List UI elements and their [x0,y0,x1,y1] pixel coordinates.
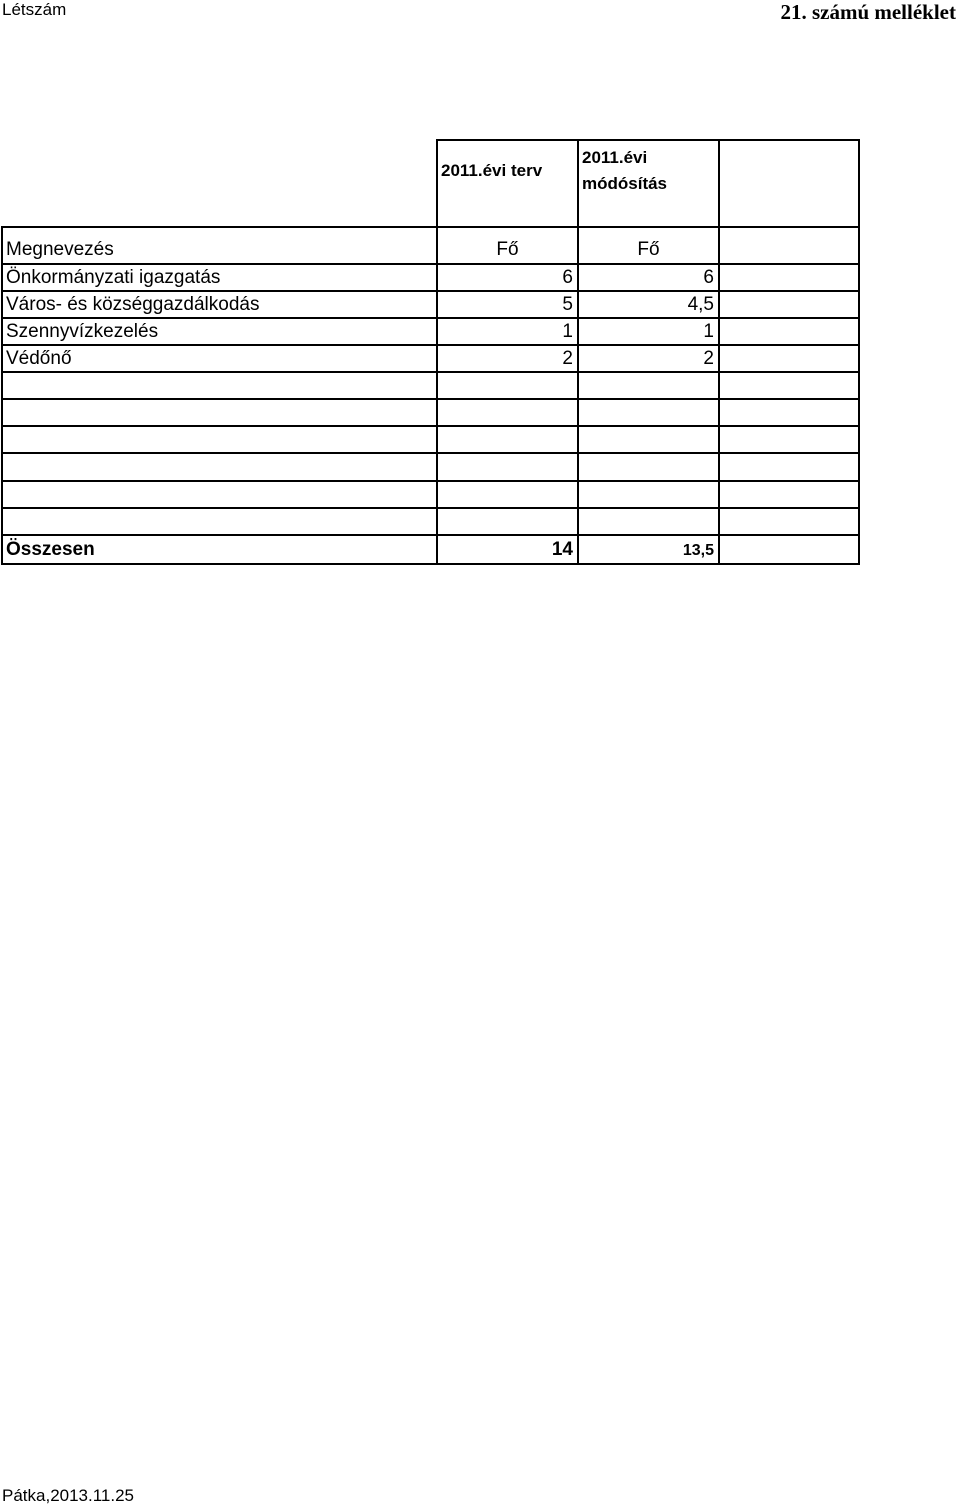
table-border [1,263,860,265]
table-border [1,371,860,373]
mod-value: 2 [703,348,714,369]
total-label: Összesen [6,539,95,560]
row-label: Védőnő [6,348,72,369]
table-border [1,452,860,454]
table-border [1,534,860,536]
table-border [436,139,860,141]
plan-value: 6 [562,267,573,288]
column-header-modification-line2: módósítás [582,174,668,193]
column-header-modification-line1: 2011.évi [582,148,648,167]
table-border [858,139,860,565]
table-border [1,226,860,228]
total-mod-value: 13,5 [682,542,714,559]
name-column-label: Megnevezés [6,239,114,260]
plan-value: 1 [562,321,573,342]
plan-unit-label: Fő [496,239,519,260]
mod-value: 6 [703,267,714,288]
mod-value: 4,5 [687,294,714,315]
table-border [718,139,720,565]
table-border [1,317,860,319]
table-border [1,480,860,482]
row-label: Város- és községgazdálkodás [6,294,260,315]
table-border [1,398,860,400]
table-border [1,226,3,565]
place-and-date: Pátka,2013.11.25 [2,1486,135,1505]
table-border [1,563,860,565]
table-border [1,344,860,346]
mod-value: 1 [703,321,714,342]
table-border [1,507,860,509]
plan-value: 2 [562,348,573,369]
column-header-plan: 2011.évi terv [441,161,543,180]
plan-value: 5 [562,294,573,315]
annex-title: 21. számú melléklet [780,0,956,24]
document-label: Létszám [2,0,67,19]
mod-unit-label: Fő [637,239,660,260]
table-border [1,290,860,292]
row-label: Önkormányzati igazgatás [6,267,221,288]
total-plan-value: 14 [551,539,573,560]
table-border [1,425,860,427]
row-label: Szennyvízkezelés [6,321,159,342]
